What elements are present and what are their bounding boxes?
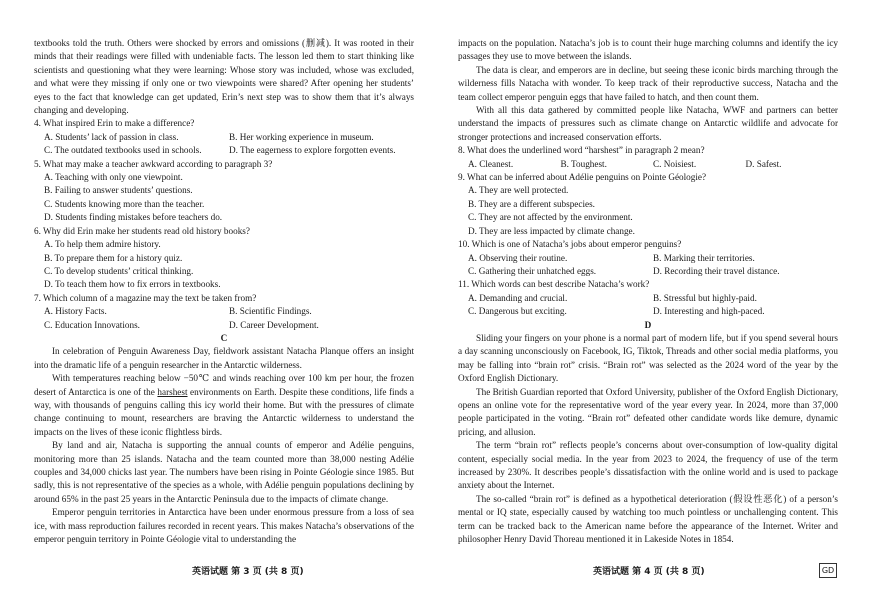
option-c: C. Education Innovations.	[44, 319, 140, 330]
question-stem: 5. What may make a teacher awkward according to paragraph 3?	[34, 158, 273, 169]
passage-c-paragraph-6: With all this data gathered by committed people like Natacha, WWF and partners can better understand the impacts of pressures such as climate change on Antarctic wildlife and advocate for stronger protections and increased conservation efforts.	[458, 105, 838, 142]
option-d: D. Safest.	[745, 158, 782, 169]
underlined-word: harshest	[157, 386, 188, 397]
passage-c-paragraph-3: By land and air, Natacha is supporting the annual counts of emperor and Adélie penguins, monitoring more than 25 islands. Natacha and the team counted more than 38,000 nesting Adélie couples and 34,000 chicks last year. The numbers have been rising in Pointe Géologie since 1985. But sadly, this is not representative of the species as a whole, with Adélie penguin populations declining by around 65% in the past 25 years in the Antarctic Peninsula due to the impacts of climate change.	[34, 440, 414, 504]
passage-c-continued: impacts on the population. Natacha’s job is to count their huge marching columns and identify the icy passages they use to move between the islands.	[458, 38, 838, 62]
option-c: C. They are not affected by the environment.	[468, 212, 633, 223]
passage-d-paragraph-1: Sliding your fingers on your phone is a normal part of modern life, but if you spend several hours a day scanning unconsciously on Facebook, IG, Tiktok, Threads and other social media platforms, you may be falling into “brain rot” crisis. “Brain rot” was selected as the 2024 word of the year by the Oxford English Dictionary.	[458, 332, 838, 384]
page-footer-left: 英语试题 第 3 页 (共 8 页)	[192, 567, 304, 577]
option-d: D. To teach them how to fix errors in textbooks.	[44, 279, 221, 290]
question-stem: 9. What can be inferred about Adélie penguins on Pointe Géologie?	[458, 172, 707, 183]
option-d: D. The eagerness to explore forgotten events.	[229, 145, 396, 156]
option-b: B. Stressful but highly-paid.	[653, 292, 757, 303]
option-d: D. Interesting and high-paced.	[653, 306, 765, 317]
option-b: B. Failing to answer students’ questions.	[44, 185, 193, 196]
section-heading-c: C	[220, 332, 228, 343]
option-d: D. Recording their travel distance.	[653, 265, 780, 276]
option-c: C. Noisiest.	[653, 158, 697, 169]
option-a: A. Observing their routine.	[468, 252, 568, 263]
question-9	[458, 171, 838, 238]
page-footer-right: 英语试题 第 4 页 (共 8 页)	[593, 567, 705, 577]
option-a: A. Students’ lack of passion in class.	[44, 131, 179, 142]
option-a: A. History Facts.	[44, 306, 107, 317]
question-4	[34, 117, 414, 157]
passage-c-paragraph-5: The data is clear, and emperors are in decline, but seeing these iconic birds marching through the wilderness fills Natacha with wonder. To keep track of their reproductive success, Natacha and the team collect emperor penguin eggs that have failed to hatch, and then count them.	[458, 64, 838, 102]
option-d: D. They are less impacted by climate change.	[468, 225, 635, 236]
question-stem: 6. Why did Erin make her students read old history books?	[34, 225, 250, 236]
option-b: B. Marking their territories.	[653, 252, 755, 263]
question-8	[458, 144, 838, 171]
passage-d-paragraph-3: The term “brain rot” reflects people’s concerns about over-consumption of low-quality digital content, especially social media. In the year from 2023 to 2024, the frequency of use of the term increased by 230%. It describes people’s dissatisfaction with the online world and is used to package anxiety about the Internet.	[458, 440, 838, 491]
passage-d-paragraph-2: The British Guardian reported that Oxford University, publisher of the Oxford English Dictionary, opens an online vote for the representative word of the year every year. In 2024, more than 37,000 people participated in the voting. “Brain rot” defeated other candidate words like demure, dynamic pricing, and allusion.	[458, 386, 838, 437]
option-a: A. Demanding and crucial.	[468, 292, 568, 303]
option-b: B. Toughest.	[560, 158, 607, 169]
option-b: B. They are a different subspecies.	[468, 198, 595, 209]
option-d: D. Students finding mistakes before teachers do.	[44, 212, 223, 223]
question-11	[458, 278, 838, 318]
passage-d-paragraph-4: The so-called “brain rot” is defined as a hypothetical deterioration (假设性恶化) of a person’s mental or IQ state, especially caused by watching too much pointless or unchallenging content. This term can be tracked back to the American name before the appearance of the Internet. Writer and philosopher Henry David Thoreau mentioned it in Lakeside Notes in 1854.	[458, 493, 838, 545]
section-heading-d: D	[644, 319, 652, 330]
left-page-column	[34, 37, 414, 546]
passage-c-paragraph-1: In celebration of Penguin Awareness Day, fieldwork assistant Natacha Planque offers an insight into the dramatic life of a penguin researcher in the Antarctic wilderness.	[34, 346, 414, 370]
question-stem: 7. Which column of a magazine may the text be taken from?	[34, 292, 257, 303]
option-b: B. Her working experience in museum.	[229, 131, 374, 142]
option-b: B. Scientific Findings.	[229, 306, 312, 317]
option-c: C. To develop students’ critical thinking.	[44, 265, 194, 276]
question-5	[34, 158, 414, 225]
question-stem: 10. Which is one of Natacha’s jobs about emperor penguins?	[458, 239, 682, 250]
option-b: B. To prepare them for a history quiz.	[44, 252, 183, 263]
option-a: A. Cleanest.	[468, 158, 514, 169]
question-7	[34, 292, 414, 332]
right-page-column	[458, 37, 838, 546]
option-a: A. Teaching with only one viewpoint.	[44, 172, 183, 183]
option-a: A. They are well protected.	[468, 185, 569, 196]
passage-c-paragraph-2: With temperatures reaching below −50℃ and winds reaching over 100 km per hour, the frozen desert of Antarctica is one of the harshest environments on Earth. Despite these conditions, life finds a way, with thousands of penguins calling this icy world their home. But with the pressures of climate change continuing to mount, researchers are braving the Antarctic wilderness to understand the impacts on the lives of these iconic flightless birds.	[34, 373, 414, 437]
option-d: D. Career Development.	[229, 319, 319, 330]
question-stem: 11. Which words can best describe Natacha’s work?	[458, 279, 650, 290]
question-stem: 4. What inspired Erin to make a difference?	[34, 118, 195, 129]
option-a: A. To help them admire history.	[44, 239, 161, 250]
region-badge: GD	[819, 563, 837, 578]
passage-b-ending: textbooks told the truth. Others were shocked by errors and omissions (删减). It was rooted in their minds that their readings were filled with undeniable facts. The lesson led them to start thinking like scientists and questioning what they were learning: Whose story was included, whose was excluded, and what were they missing if only one or two viewpoints were shared? After opening her students’ eyes to the fact that knowledge can get updated, Erin’s next step was to show them that it’s always changing and developing.	[34, 38, 414, 116]
question-stem: 8. What does the underlined word “harshest” in paragraph 2 mean?	[458, 145, 705, 156]
question-6	[34, 225, 414, 292]
option-c: C. The outdated textbooks used in schools.	[44, 145, 202, 156]
passage-c-paragraph-4: Emperor penguin territories in Antarctica have been under enormous pressure from a loss of sea ice, with mass reproduction failures recorded in recent years. This makes Natacha’s observations of the emperor penguin territory in Pointe Géologie vital to understanding the	[34, 507, 414, 545]
option-c: C. Students knowing more than the teacher.	[44, 198, 205, 209]
question-10	[458, 238, 838, 278]
option-c: C. Dangerous but exciting.	[468, 306, 567, 317]
option-c: C. Gathering their unhatched eggs.	[468, 265, 597, 276]
